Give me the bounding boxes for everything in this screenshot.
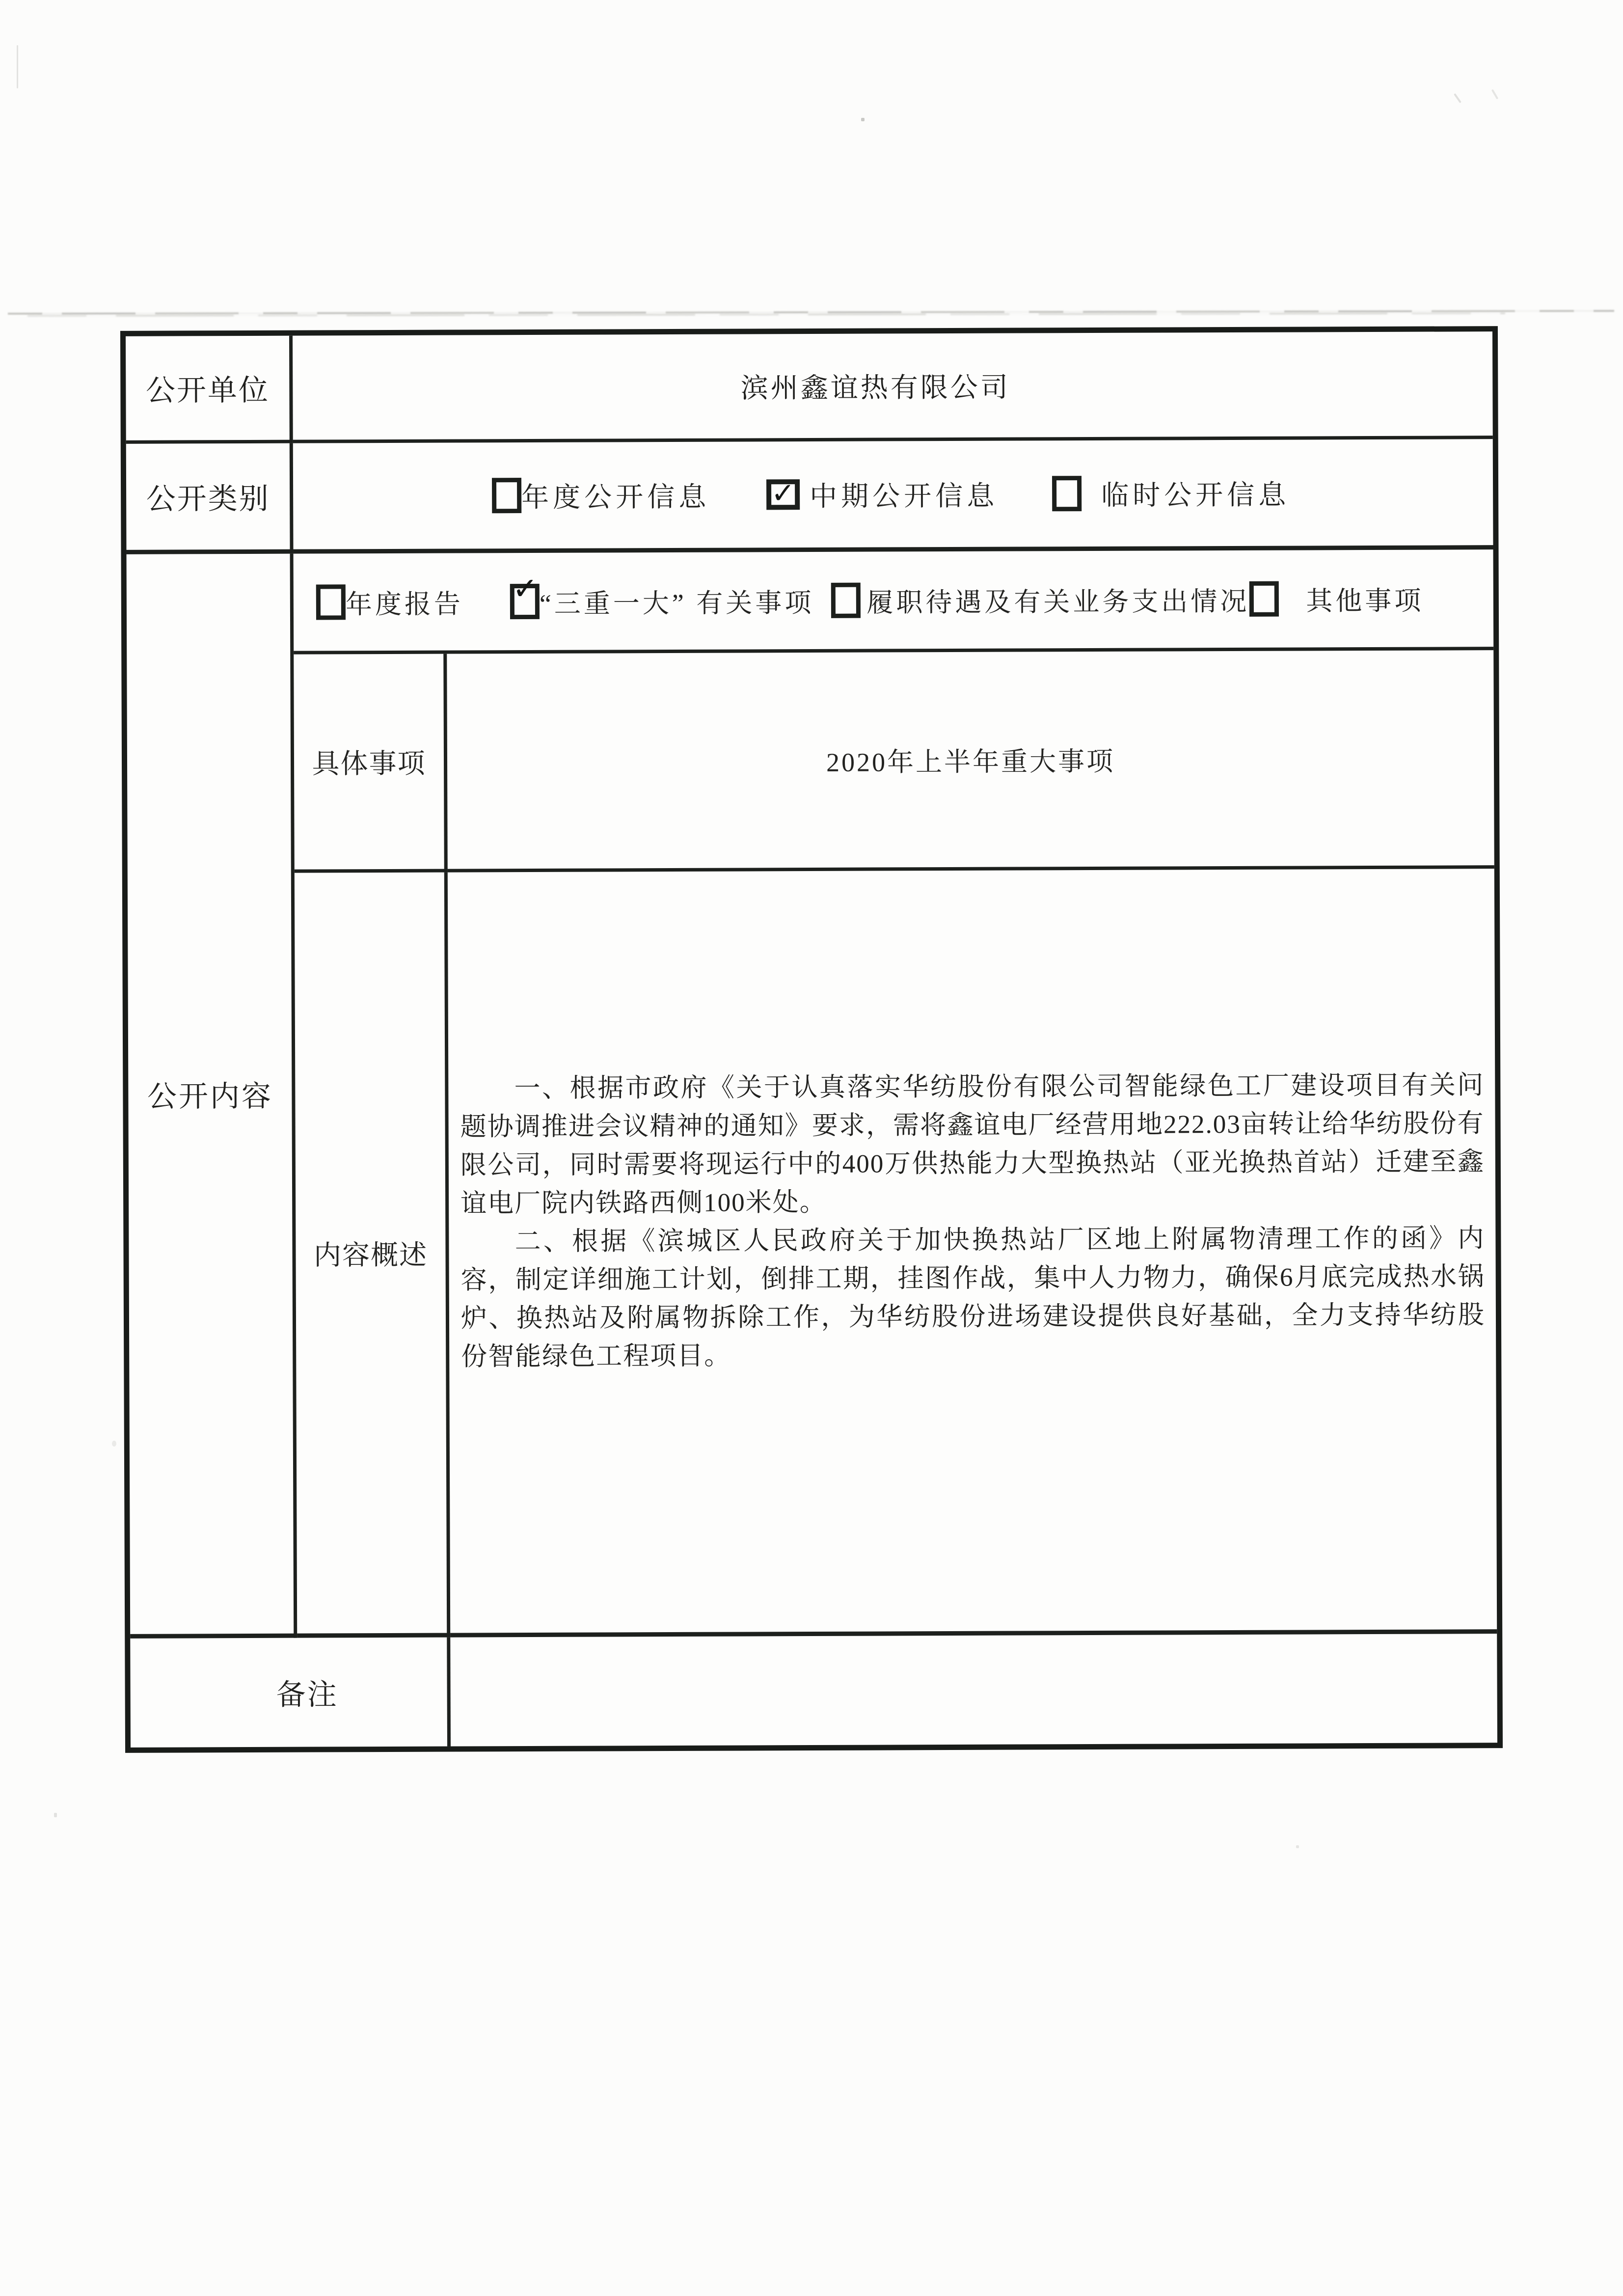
specific-matter-label: 具体事项 bbox=[312, 748, 426, 780]
summary-text-cell bbox=[448, 869, 1497, 1637]
unit-value: 滨州鑫谊热有限公司 bbox=[740, 372, 1010, 404]
category-label: 公开类别 bbox=[146, 482, 270, 516]
checkbox-unchecked-icon bbox=[492, 478, 521, 513]
summary-paragraph-2: 二、根据《滨城区人民政府关于加快换热站厂区地上附属物清理工作的函》内容，制定详细施工计划，倒排工期，挂图作战，集中人力物力，确保6月底完成热水锅炉、换热站及附属物拆除工作，为华纺股份进场建设提供良好基础，全力支持华纺股份智能绿色工程项目。 bbox=[460, 1224, 1486, 1371]
unit-label-cell bbox=[126, 336, 293, 444]
summary-label: 内容概述 bbox=[313, 1240, 428, 1271]
category-option-label: 年度公开信息 bbox=[521, 482, 710, 514]
scan-speck bbox=[861, 118, 865, 121]
summary-text bbox=[448, 869, 1496, 1376]
scan-speck bbox=[1296, 1845, 1299, 1848]
checkbox-unchecked-icon bbox=[1052, 476, 1082, 511]
type-option-duty-expenses bbox=[831, 580, 1249, 619]
scan-speck bbox=[1454, 93, 1461, 103]
unit-value-cell bbox=[293, 331, 1493, 443]
category-options-cell bbox=[293, 439, 1493, 554]
category-option-label: 临时公开信息 bbox=[1101, 480, 1290, 511]
remarks-value-cell bbox=[450, 1634, 1497, 1746]
content-label: 公开内容 bbox=[147, 1080, 273, 1113]
summary-paragraph-1: 一、根据市政府《关于认真落实华纺股份有限公司智能绿色工厂建设项目有关问题协调推进会议精神的通知》要求，需将鑫谊电厂经营用地222.03亩转让给华纺股份有限公司，同时需要将现运行中的400万供热能力大型换热站（亚光换热首站）迁建至鑫谊电厂院内铁路西侧100米处。 bbox=[460, 1071, 1485, 1218]
type-option-label: 其他事项 bbox=[1306, 586, 1424, 616]
content-label-cell bbox=[127, 554, 298, 1639]
scan-artifact-band bbox=[8, 308, 1614, 319]
checkbox-unchecked-icon bbox=[831, 583, 861, 618]
category-option-temporary bbox=[1052, 473, 1290, 514]
specific-matter-label-cell bbox=[294, 654, 448, 873]
type-option-other bbox=[1249, 579, 1424, 618]
checkbox-checked-icon bbox=[766, 476, 800, 510]
summary-label-cell bbox=[295, 873, 450, 1638]
scan-speck bbox=[112, 1441, 116, 1447]
checkbox-unchecked-icon bbox=[316, 584, 346, 620]
scan-speck bbox=[1491, 89, 1498, 99]
checkmark-icon: ✓ bbox=[771, 476, 795, 510]
category-option-annual bbox=[492, 475, 710, 516]
scan-speck bbox=[54, 1813, 57, 1817]
unit-label: 公开单位 bbox=[145, 374, 270, 407]
category-option-label: 中期公开信息 bbox=[810, 481, 999, 513]
checkmark-icon: ✓ bbox=[512, 570, 538, 607]
content-type-options-cell bbox=[294, 549, 1494, 655]
category-option-interim bbox=[766, 474, 998, 515]
scan-speck bbox=[17, 45, 18, 88]
category-label-cell bbox=[126, 443, 294, 554]
remarks-label: 备注 bbox=[276, 1678, 338, 1711]
type-option-annual-report bbox=[316, 583, 463, 621]
type-option-label: 履职待遇及有关业务支出情况 bbox=[866, 586, 1250, 618]
type-option-label: 年度报告 bbox=[345, 589, 464, 619]
checkbox-unchecked-icon bbox=[1249, 581, 1279, 617]
disclosure-form-table bbox=[120, 326, 1503, 1753]
checkbox-checked-icon bbox=[510, 570, 540, 619]
specific-matter-value-cell bbox=[447, 650, 1494, 872]
type-option-three-major-one-big bbox=[510, 570, 814, 620]
remarks-label-cell bbox=[130, 1638, 451, 1748]
specific-matter-value: 2020年上半年重大事项 bbox=[826, 746, 1115, 777]
type-option-label: “三重一大” 有关事项 bbox=[539, 588, 814, 619]
